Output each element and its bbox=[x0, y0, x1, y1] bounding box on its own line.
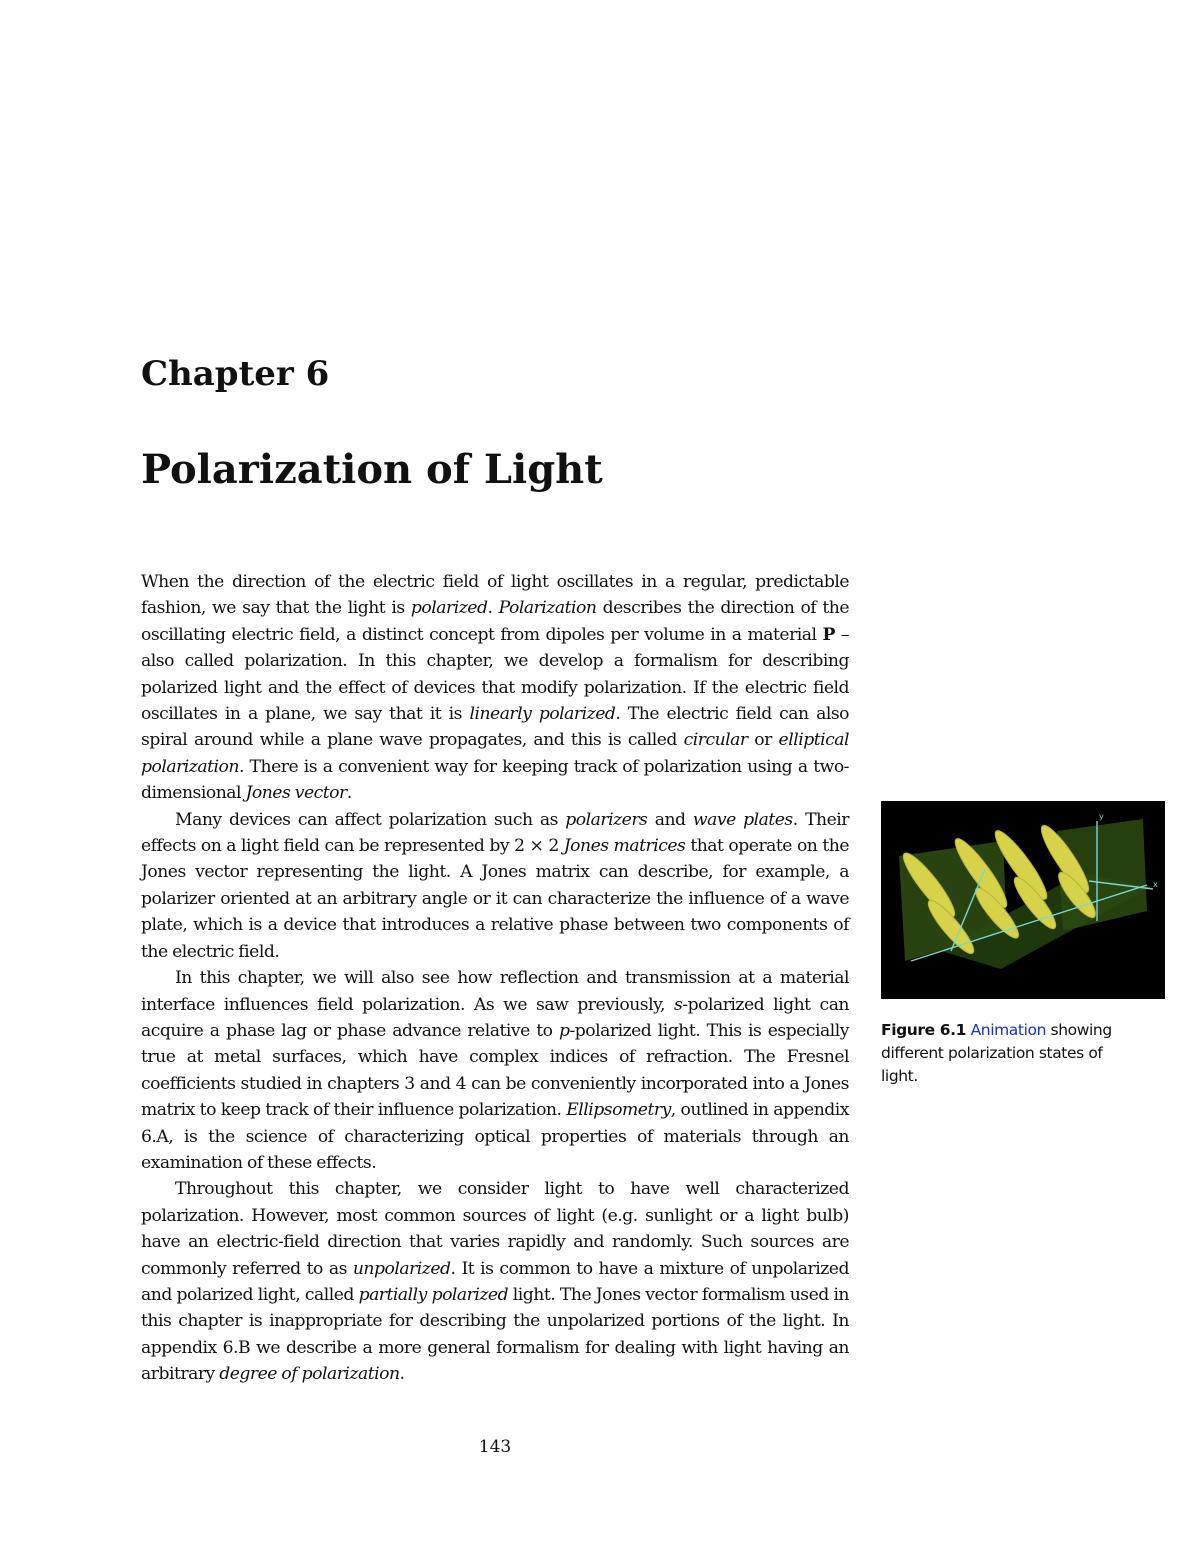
animation-link[interactable]: Animation bbox=[970, 1021, 1046, 1039]
emphasis-term: wave plates bbox=[692, 809, 793, 830]
polarization-animation-figure[interactable] bbox=[881, 801, 1165, 999]
paragraph bbox=[141, 807, 849, 965]
emphasis-term: polarized bbox=[410, 598, 488, 619]
emphasis-term: p bbox=[558, 1020, 570, 1041]
text-run: . bbox=[399, 1364, 405, 1385]
text-run: that operate on the Jones vector representing the light. A Jones matrix can describe, for example, a polarizer oriented at an arbitrary angle or it can characterize the influence of a wave plate, which is a device that introduces a relative phase between two components of the electric field. bbox=[141, 836, 849, 962]
text-run: Many devices can affect polarization such as bbox=[175, 809, 566, 830]
emphasis-term: unpolarized bbox=[352, 1258, 451, 1279]
paragraph bbox=[141, 569, 849, 807]
emphasis-term: Ellipsometry bbox=[566, 1100, 671, 1121]
text-run: – also called polarization. In this chapter, we develop a formalism for describing polarized light and the effect of devices that modify polarization. If the electric field oscillates in a plane, we say that it is bbox=[141, 624, 849, 725]
emphasis-term: Polarization bbox=[498, 598, 597, 619]
chapter-label: Chapter 6 bbox=[141, 354, 330, 394]
y-axis-label: y bbox=[1099, 812, 1104, 821]
text-run: When the direction of the electric field of light oscillates in a regular, predictable fashion, we say that the light is bbox=[141, 572, 849, 619]
page-number: 143 bbox=[478, 1437, 512, 1457]
text-run: , outlined in appendix 6.A, is the science of characterizing optical properties of materials through an examination of these effects. bbox=[141, 1100, 849, 1173]
emphasis-term: degree of polarization bbox=[219, 1364, 400, 1385]
emphasis-term: linearly polarized bbox=[469, 704, 616, 725]
text-run: light. The Jones vector formalism used in this chapter is inappropriate for describing the unpolarized portions of the light. In appendix 6.B we describe a more general formalism for dealing with light having an arbitrary bbox=[141, 1284, 850, 1385]
polarization-wave-illustration bbox=[881, 801, 1165, 999]
text-run: -polarized light. This is especially true at metal surfaces, which have complex indices of refraction. The Fresnel coefficients studied in chapters 3 and 4 can be conveniently incorporated into a Jones matrix to keep track of their influence polarization. bbox=[141, 1020, 849, 1121]
text-run: . bbox=[346, 783, 352, 804]
figure-caption bbox=[881, 1019, 1141, 1088]
emphasis-term: Jones vector bbox=[245, 783, 347, 804]
text-run: . There is a convenient way for keeping track of polarization using a two-dimensional bbox=[141, 756, 849, 804]
text-run: In this chapter, we will also see how reflection and transmission at a material interface influences field polarization. As we saw previously, bbox=[141, 968, 849, 1015]
emphasis-term: s bbox=[673, 994, 683, 1015]
text-run: Throughout this chapter, we consider light to have well characterized polarization. However, most common sources of light (e.g. sunlight or a light bulb) have an electric-field direction that varies rapidly and randomly. Such sources are commonly referred to as bbox=[141, 1179, 849, 1279]
emphasis-term: circular bbox=[683, 730, 748, 751]
bold-symbol: P bbox=[822, 624, 835, 645]
text-run: and bbox=[647, 809, 693, 830]
text-run: -polarized light can acquire a phase lag or phase advance relative to bbox=[141, 994, 850, 1041]
figure-caption-text: showing different polarization states of light. bbox=[881, 1021, 1112, 1085]
emphasis-term: elliptical polarization bbox=[141, 730, 849, 777]
text-run: . The electric field can also spiral around while a plane wave propagates, and this is called bbox=[141, 704, 849, 751]
x-axis-label: x bbox=[1153, 880, 1158, 889]
paragraph bbox=[141, 965, 849, 1176]
figure-label: Figure 6.1 bbox=[881, 1021, 967, 1039]
emphasis-term: partially polarized bbox=[358, 1284, 509, 1305]
emphasis-term: Jones matrices bbox=[563, 836, 686, 857]
text-run: . Their effects on a light field can be represented by 2 × 2 bbox=[141, 809, 849, 857]
paragraph bbox=[141, 1176, 849, 1387]
text-run: . bbox=[487, 598, 499, 619]
emphasis-term: polarizers bbox=[565, 809, 648, 830]
chapter-intro-text bbox=[141, 569, 849, 1388]
chapter-title: Polarization of Light bbox=[141, 446, 603, 493]
text-run: . It is common to have a mixture of unpolarized and polarized light, called bbox=[141, 1258, 849, 1305]
text-run: describes the direction of the oscillating electric field, a distinct concept from dipoles per volume in a material bbox=[141, 598, 849, 645]
text-run: or bbox=[747, 730, 779, 751]
